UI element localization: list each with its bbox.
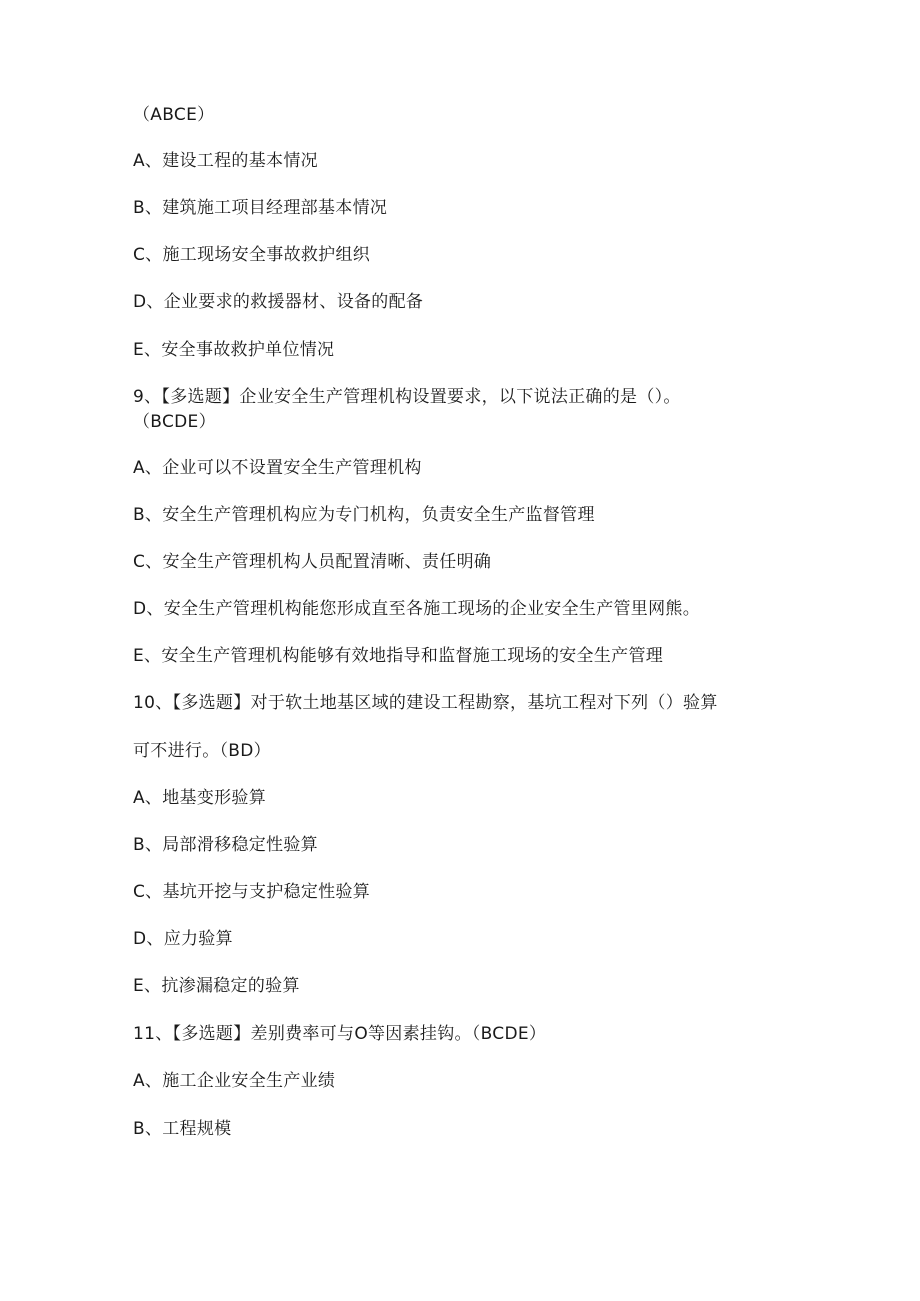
option-line: B、工程规模	[133, 1119, 232, 1139]
option-line: A、施工企业安全生产业绩	[133, 1071, 336, 1091]
question-line: 9、【多选题】企业安全生产管理机构设置要求，以下说法正确的是（）。	[133, 387, 681, 407]
option-line: D、应力验算	[133, 929, 233, 949]
option-line: B、局部滑移稳定性验算	[133, 835, 318, 855]
option-line: A、建设工程的基本情况	[133, 151, 318, 171]
option-line: E、安全事故救护单位情况	[133, 340, 335, 360]
option-line: D、企业要求的救援器材、设备的配备	[133, 292, 424, 312]
option-line: A、地基变形验算	[133, 788, 267, 808]
question-line: 10、【多选题】对于软土地基区域的建设工程勘察，基坑工程对下列（）验算	[133, 693, 718, 713]
question-line: 可不进行。（BD）	[133, 741, 271, 761]
option-line: E、抗渗漏稳定的验算	[133, 976, 300, 996]
option-line: A、企业可以不设置安全生产管理机构	[133, 458, 422, 478]
question-line: 11、【多选题】差别费率可与O等因素挂钩。（BCDE）	[133, 1024, 547, 1044]
option-line: C、安全生产管理机构人员配置清晰、责任明确	[133, 552, 492, 572]
option-line: B、安全生产管理机构应为专门机构，负责安全生产监督管理	[133, 505, 595, 525]
answer-line: （ABCE）	[133, 105, 215, 125]
option-line: B、建筑施工项目经理部基本情况	[133, 198, 388, 218]
answer-line: （BCDE）	[133, 412, 216, 432]
option-line: D、安全生产管理机构能您形成直至各施工现场的企业安全生产管里网熊。	[133, 599, 700, 619]
option-line: C、基坑开挖与支护稳定性验算	[133, 882, 371, 902]
option-line: C、施工现场安全事故救护组织	[133, 245, 371, 265]
option-line: E、安全生产管理机构能够有效地指导和监督施工现场的安全生产管理	[133, 646, 664, 666]
